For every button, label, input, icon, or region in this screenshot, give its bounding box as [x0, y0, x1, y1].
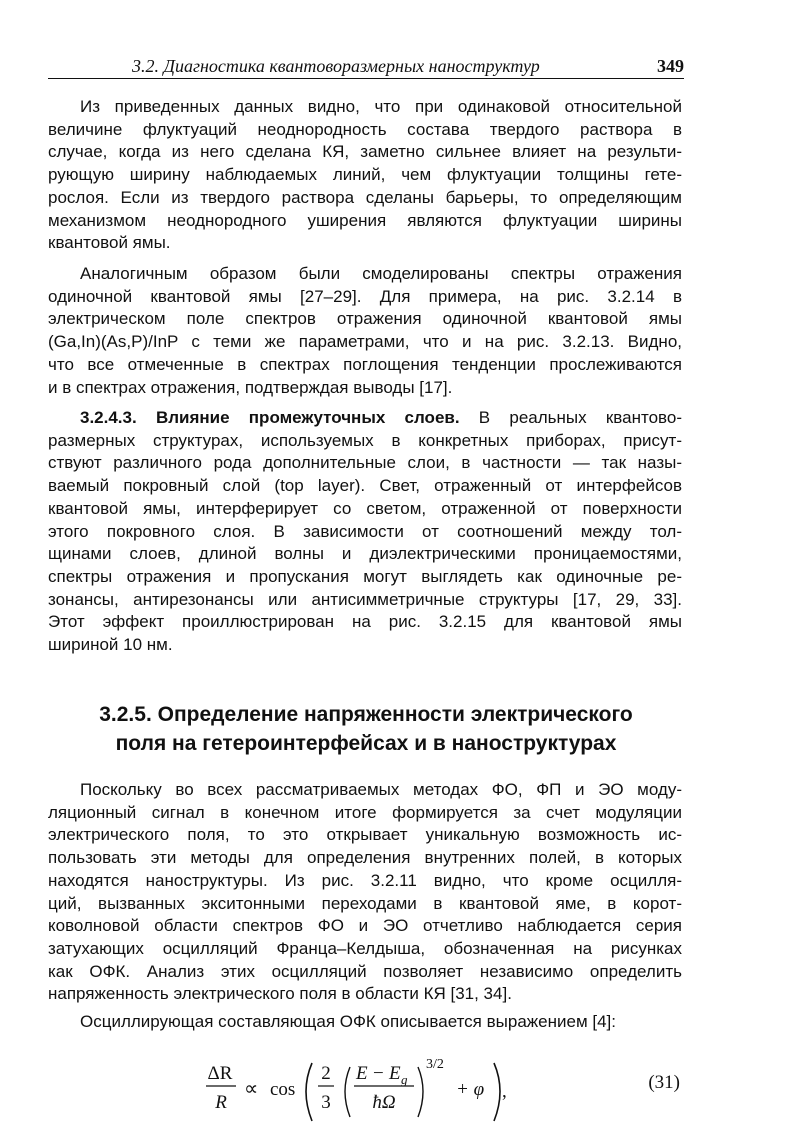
- eq-coef-denominator: 3: [321, 1092, 331, 1113]
- text-line: ций, вызванных экситонными переходами в квантовой яме, в корот-: [48, 893, 682, 913]
- paragraph-formula-intro: [48, 1011, 682, 1034]
- eq-lhs-denominator: R: [215, 1092, 227, 1113]
- text-line: случае, когда из него сделана КЯ, заметно сильнее влияет на результи-: [48, 142, 682, 162]
- eq-inner-Eg: E: [389, 1063, 401, 1084]
- eq-inner-left-paren: [345, 1067, 350, 1117]
- text-line: механизмом неоднородного уширения являются флуктуации ширины: [48, 210, 682, 230]
- text-line: зонансы, антирезонансы или антисимметричные структуры [17, 29, 33].: [48, 589, 682, 609]
- text-line: величине флуктуаций неоднородность состава твердого раствора в: [48, 119, 682, 139]
- eq-exponent: 3/2: [426, 1057, 444, 1072]
- eq-cos: cos: [270, 1079, 296, 1100]
- section-heading: [48, 700, 684, 758]
- text-line: пользовать эти методы для определения внутренних полей, в которых: [48, 848, 682, 868]
- header-rule: [48, 78, 684, 79]
- text-line: спектры отражения и пропускания могут выглядеть как одиночные ре-: [48, 566, 682, 586]
- text-line: Поскольку во всех рассматриваемых методах ФО, ФП и ЭО моду-: [80, 780, 682, 799]
- paragraph-fluctuations: [48, 96, 682, 255]
- text-line: электрического поля, то это открывает уникальную возможность ис-: [48, 825, 682, 845]
- eq-outer-right-paren: [494, 1063, 500, 1121]
- paragraph-reflection-spectra: [48, 263, 682, 399]
- text-line: [48, 407, 682, 430]
- subsection-runin-heading: 3.2.4.3. Влияние промежуточных слоев.: [80, 408, 460, 427]
- section-heading-line: 3.2.5. Определение напряженности электрического: [99, 703, 633, 726]
- running-head: [48, 54, 684, 78]
- eq-inner-right-paren: [418, 1067, 423, 1117]
- eq-outer-left-paren: [306, 1063, 312, 1121]
- page-number: 349: [657, 56, 684, 76]
- eq-phase: + φ: [456, 1079, 485, 1100]
- eq-inner-E: E: [356, 1063, 368, 1084]
- text-line: рослоя. Если из твердого раствора сделаны барьеры, то определяющим: [48, 187, 682, 207]
- eq-trailing-comma: ,: [502, 1081, 507, 1102]
- text-line: этого покровного слоя. В зависимости от соотношений между тол-: [48, 521, 682, 541]
- text-line: коволновой области спектров ФО и ЭО отчетливо наблюдается серия: [48, 916, 682, 936]
- text-line: и в спектрах отражения, подтверждая выводы [17].: [48, 377, 453, 397]
- eq-lhs-numerator: ΔR: [207, 1063, 233, 1084]
- text-line: Из приведенных данных видно, что при одинаковой относительной: [80, 97, 682, 116]
- text-line: что все отмеченные в спектрах поглощения тенденции прослеживаются: [48, 354, 682, 374]
- text-line: рующую ширину наблюдаемых линий, чем флуктуации толщины гете-: [48, 165, 682, 185]
- equation-31: [200, 1055, 680, 1127]
- eq-proportional-sign: ∝: [244, 1078, 259, 1100]
- text-line: ляционный сигнал в конечном итоге формируется за счет модуляции: [48, 802, 682, 822]
- text-line: одиночной квантовой ямы [27–29]. Для примера, на рис. 3.2.14 в: [48, 286, 682, 306]
- text-line: напряженность электрического поля в области КЯ [31, 34].: [48, 984, 512, 1004]
- text-line: как ОФК. Анализ этих осцилляций позволяет независимо определить: [48, 961, 682, 981]
- eq-coef-numerator: 2: [321, 1063, 331, 1084]
- paragraph-field-determination: [48, 779, 682, 1006]
- section-heading-line: поля на гетероинтерфейсах и в наноструктурах: [115, 732, 617, 755]
- paragraph-intermediate-layers: [48, 407, 682, 657]
- equation-number: (31): [648, 1072, 680, 1093]
- running-head-title: 3.2. Диагностика квантоворазмерных наноструктур: [132, 56, 540, 76]
- text-line: квантовой ямы.: [48, 233, 171, 253]
- eq-inner-subscript-g: g: [401, 1072, 408, 1087]
- text-line: затухающих осцилляций Франца–Келдыша, обозначенная на рисунках: [48, 938, 682, 958]
- text-line: находятся наноструктуры. Из рис. 3.2.11 видно, что кроме осцилля-: [48, 870, 682, 890]
- text-line: ствуют различного рода дополнительные слои, в частности — так назы-: [48, 453, 682, 473]
- eq-inner-denominator: ħΩ: [372, 1092, 396, 1113]
- text-line: шириной 10 нм.: [48, 635, 173, 655]
- text-line: квантовой ямы, интерферирует со светом, отраженной от поверхности: [48, 498, 682, 518]
- text-line: Аналогичным образом были смоделированы спектры отражения: [80, 264, 682, 283]
- text-fragment: В реальных квантово-: [459, 408, 682, 427]
- eq-inner-minus: −: [373, 1063, 384, 1084]
- text-line: (Ga,In)(As,P)/InP с теми же параметрами, что и на рис. 3.2.13. Видно,: [48, 332, 682, 352]
- text-line: электрическом поле спектров отражения одиночной квантовой ямы: [48, 309, 682, 329]
- text-line: щинами слоев, длиной волны и диэлектрическими проницаемостями,: [48, 544, 682, 564]
- text-line: Осциллирующая составляющая ОФК описывается выражением [4]:: [80, 1012, 616, 1031]
- text-line: размерных структурах, используемых в конкретных приборах, присут-: [48, 430, 682, 450]
- text-line: ваемый покровный слой (top layer). Свет, отраженный от интерфейсов: [48, 476, 682, 496]
- text-line: Этот эффект проиллюстрирован на рис. 3.2.15 для квантовой ямы: [48, 612, 682, 632]
